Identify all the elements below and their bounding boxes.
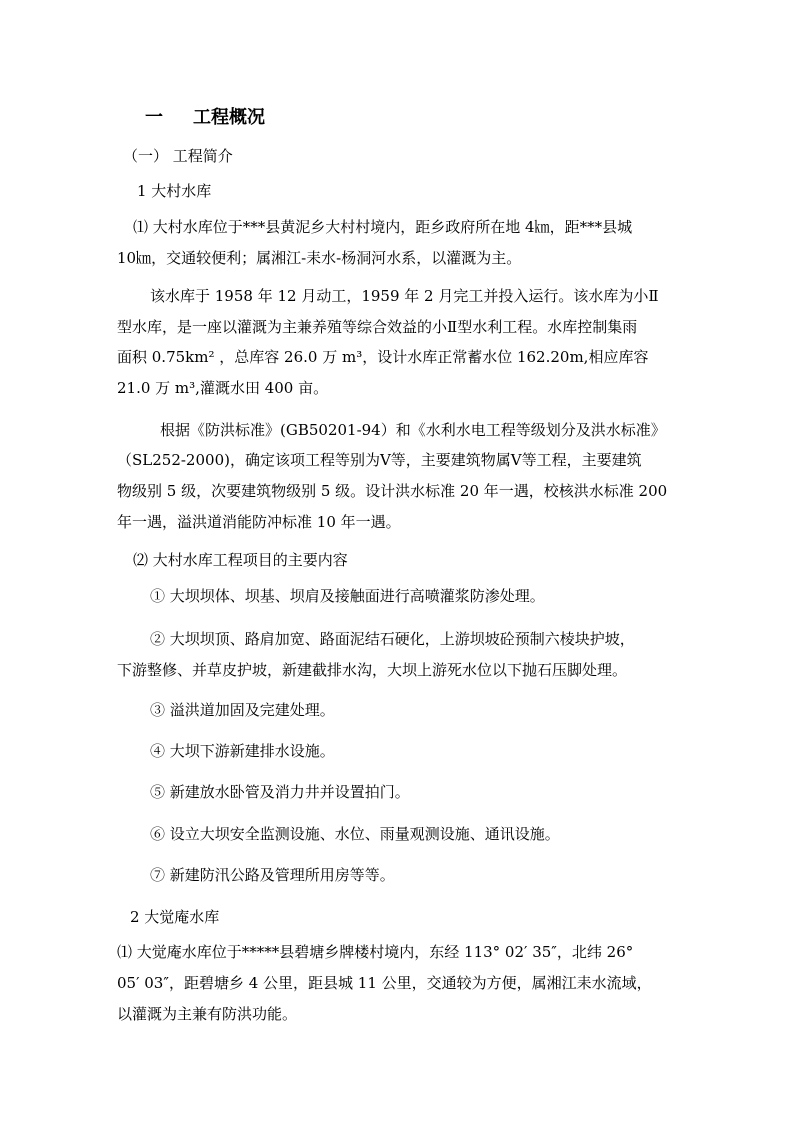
paragraph-standards-line2: （SL252-2000)，确定该项工程等别为Ⅴ等，主要建筑物属Ⅴ等工程，主要建筑 xyxy=(117,451,642,469)
chapter-heading xyxy=(145,106,265,130)
list-item-6: ⑥ 设立大坝安全监测设施、水位、雨量观测设施、通讯设施。 xyxy=(150,825,560,843)
paragraph-dacun-location-line1: ⑴ 大村水库位于***县黄泥乡大村村境内，距乡政府所在地 4㎞，距***县城 xyxy=(133,218,633,236)
paragraph-dacun-history-line3: 面积 0.75km² ，总库容 26.0 万 m³，设计水库正常蓄水位 162.20m,相应库容 xyxy=(117,348,649,366)
chapter-title: 工程概况 xyxy=(193,107,265,128)
paragraph-standards-line1: 根据《防洪标准》(GB50201-94）和《水利水电工程等级划分及洪水标准》 xyxy=(160,421,666,439)
subsection-heading-dajuean: 2 大觉庵水库 xyxy=(130,908,220,926)
list-item-2-line2: 下游整修、并草皮护坡，新建截排水沟，大坝上游死水位以下抛石压脚处理。 xyxy=(117,661,628,679)
paragraph-standards-line4: 年一遇，溢洪道消能防冲标准 10 年一遇。 xyxy=(117,513,401,531)
list-item-7: ⑦ 新建防汛公路及管理所用房等等。 xyxy=(150,866,395,884)
paragraph-dacun-history-line4: 21.0 万 m³,灌溉水田 400 亩。 xyxy=(117,379,329,397)
list-item-2-line1: ② 大坝坝顶、路肩加宽、路面泥结石硬化，上游坝坡砼预制六棱块护坡， xyxy=(150,630,635,648)
paragraph-dacun-location-line2: 10㎞，交通较便利；属湘江-耒水-杨洞河水系，以灌溉为主。 xyxy=(117,249,522,267)
list-item-3: ③ 溢洪道加固及完建处理。 xyxy=(150,701,335,719)
paragraph-dacun-history-line2: 型水库，是一座以灌溉为主兼养殖等综合效益的小Ⅱ型水利工程。水库控制集雨 xyxy=(117,318,638,336)
paragraph-dacun-history-line1: 该水库于 1958 年 12 月动工，1959 年 2 月完工并投入运行。该水库为小Ⅱ xyxy=(150,287,659,305)
section-heading-intro: （一） 工程简介 xyxy=(123,147,233,165)
paragraph-main-contents-heading: ⑵ 大村水库工程项目的主要内容 xyxy=(133,551,348,569)
paragraph-dajuean-line3: 以灌溉为主兼有防洪功能。 xyxy=(117,1005,298,1023)
chapter-number: 一 xyxy=(145,107,163,128)
list-item-5: ⑤ 新建放水卧管及消力井并设置拍门。 xyxy=(150,783,410,801)
paragraph-dajuean-line1: ⑴ 大觉庵水库位于*****县碧塘乡牌楼村境内，东经 113° 02′ 35″，北纬 26° xyxy=(117,943,634,961)
subsection-heading-dacun: 1 大村水库 xyxy=(137,182,212,200)
list-item-1: ① 大坝坝体、坝基、坝肩及接触面进行高喷灌浆防渗处理。 xyxy=(150,587,545,605)
paragraph-dajuean-line2: 05′ 03″，距碧塘乡 4 公里，距县城 11 公里，交通较为方便，属湘江耒水流域， xyxy=(117,974,652,992)
paragraph-standards-line3: 物级别 5 级，次要建筑物级别 5 级。设计洪水标准 20 年一遇，校核洪水标准 200 xyxy=(117,482,668,500)
list-item-4: ④ 大坝下游新建排水设施。 xyxy=(150,742,335,760)
